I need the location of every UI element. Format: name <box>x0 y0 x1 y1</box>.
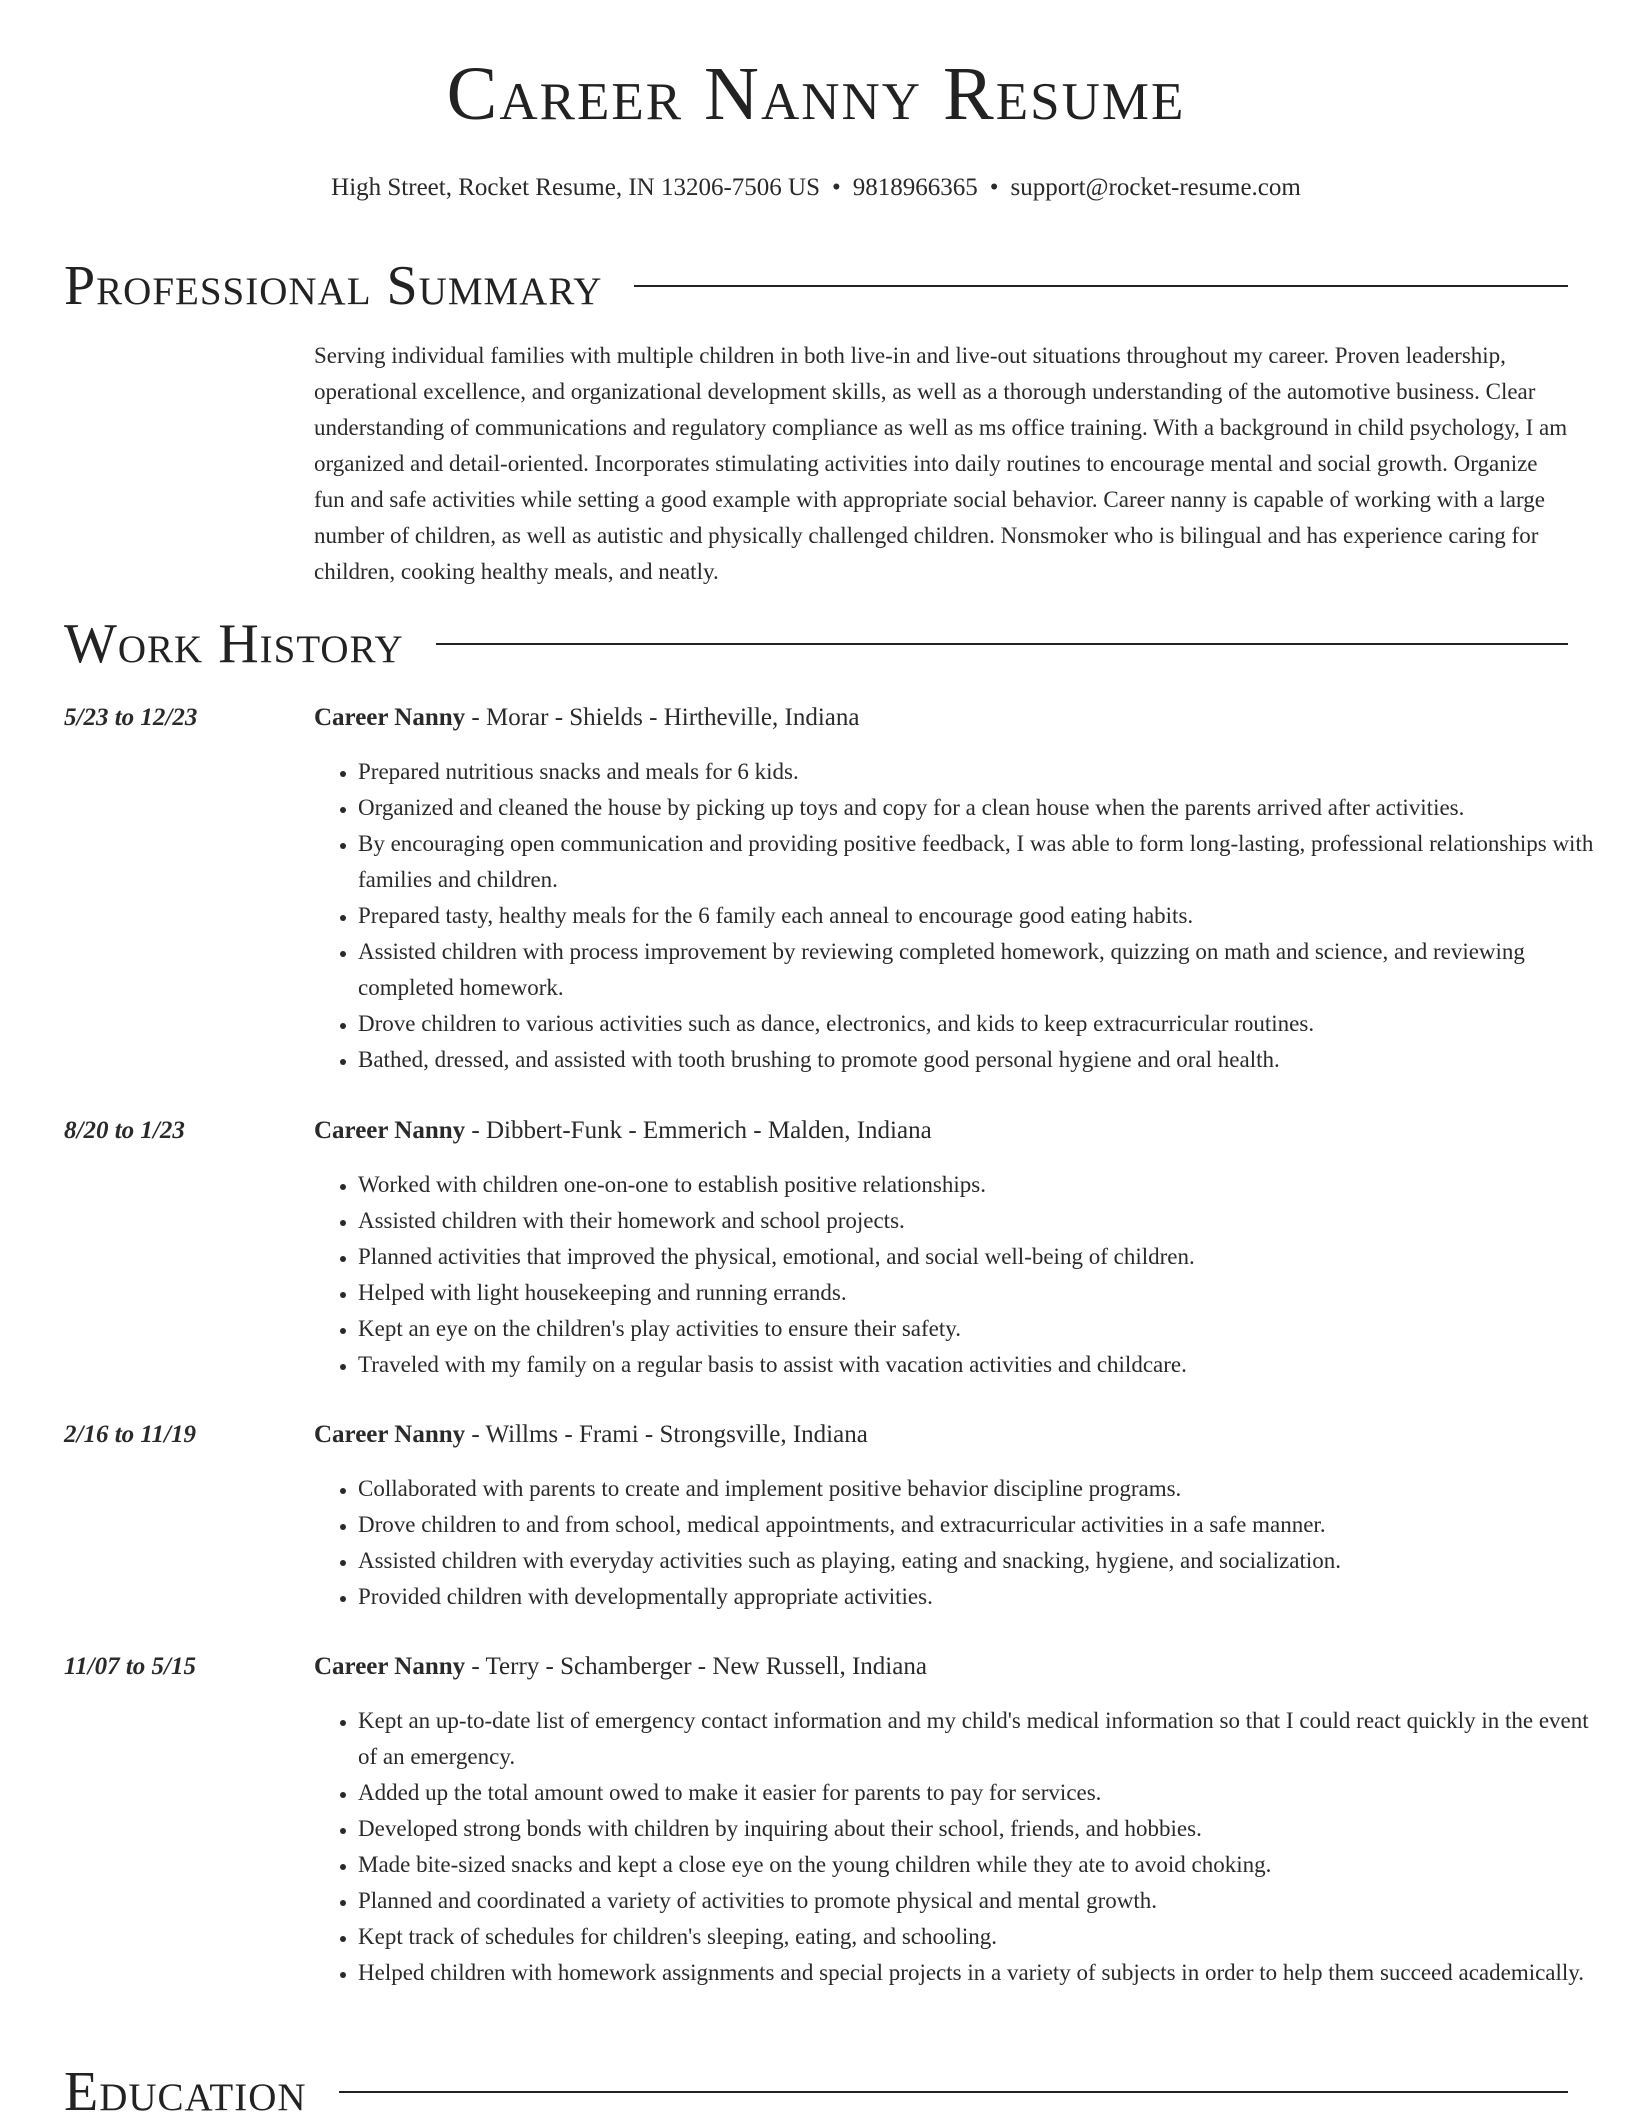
job-duty-item: • Bathed, dressed, and assisted with tooth brushing to promote good personal hygiene and oral health. <box>358 1042 1612 1078</box>
section-title-summary: Professional Summary <box>64 255 603 317</box>
job-dates: 5/23 to 12/23 <box>64 704 198 731</box>
job-duties-list <box>314 1167 1612 1383</box>
job-duty-item: • Planned activities that improved the physical, emotional, and social well-being of children. <box>358 1239 1612 1275</box>
job-role: Career Nanny <box>314 704 466 731</box>
job-dates: 11/07 to 5/15 <box>64 1653 196 1680</box>
job-duty-item: • Planned and coordinated a variety of activities to promote physical and mental growth. <box>358 1883 1612 1919</box>
job-duty-item: • Kept an up-to-date list of emergency contact information and my child's medical information so that I could react quickly in the event of an emergency. <box>358 1703 1612 1775</box>
job-duty-item: • Made bite-sized snacks and kept a close eye on the young children while they ate to avoid choking. <box>358 1847 1612 1883</box>
job-duty-item: • Organized and cleaned the house by picking up toys and copy for a clean house when the parents arrived after activities. <box>358 790 1612 826</box>
job-duty-item: • Traveled with my family on a regular basis to assist with vacation activities and childcare. <box>358 1347 1612 1383</box>
job-duty-item: • Assisted children with everyday activities such as playing, eating and snacking, hygiene, and socialization. <box>358 1543 1612 1579</box>
job-heading <box>314 1113 932 1149</box>
job-duty-item: • Kept track of schedules for children's sleeping, eating, and schooling. <box>358 1919 1612 1955</box>
contact-address: High Street, Rocket Resume, IN 13206-7506 US <box>331 174 820 201</box>
section-divider <box>634 285 1568 287</box>
job-employer-location: - Willms - Frami - Strongsville, Indiana <box>465 1421 868 1448</box>
job-duty-item: • Drove children to and from school, medical appointments, and extracurricular activities in a safe manner. <box>358 1507 1612 1543</box>
contact-separator: • <box>989 174 999 201</box>
job-heading <box>314 1649 927 1685</box>
contact-line <box>0 174 1632 202</box>
job-duty-item: • By encouraging open communication and providing positive feedback, I was able to form long-lasting, professional relationships with families and children. <box>358 826 1612 898</box>
job-duty-item: • Prepared tasty, healthy meals for the 6 family each anneal to encourage good eating habits. <box>358 898 1612 934</box>
job-duties-list <box>314 1471 1612 1615</box>
job-duty-item: • Worked with children one-on-one to establish positive relationships. <box>358 1167 1612 1203</box>
job-duty-item: • Helped with light housekeeping and running errands. <box>358 1275 1612 1311</box>
job-role: Career Nanny <box>314 1421 466 1448</box>
job-duty-item: • Provided children with developmentally appropriate activities. <box>358 1579 1612 1615</box>
section-divider <box>436 643 1568 645</box>
contact-separator: • <box>832 174 841 201</box>
professional-summary-text: Serving individual families with multiple children in both live-in and live-out situations throughout my career. Proven leadership, operational excellence, and organizational development skills, as well as a thorough understanding of the automotive business. Clear understanding of communications and regulatory compliance as well as ms office training. With a background in child psychology, I am organized and detail-oriented. Incorporates stimulating activities into daily routines to encourage mental and social growth. Organize fun and safe activities while setting a good example with appropriate social behavior. Career nanny is capable of working with a large number of children, as well as autistic and physically challenged children. Nonsmoker who is bilingual and has experience caring for children, cooking healthy meals, and neatly. <box>314 343 1568 584</box>
job-duties-list <box>314 1703 1612 1991</box>
section-header-work-history <box>64 613 1568 675</box>
job-duties-list <box>314 754 1612 1078</box>
job-heading <box>314 700 860 736</box>
job-heading <box>314 1417 868 1453</box>
section-title-work-history: Work History <box>64 613 404 675</box>
job-role: Career Nanny <box>314 1653 466 1680</box>
job-duty-item: • Kept an eye on the children's play activities to ensure their safety. <box>358 1311 1612 1347</box>
contact-email: support@rocket-resume.com <box>1010 174 1301 201</box>
job-employer-location: - Terry - Schamberger - New Russell, Indiana <box>465 1653 927 1680</box>
job-duty-item: • Assisted children with process improvement by reviewing completed homework, quizzing on math and science, and reviewing completed homework. <box>358 934 1612 1006</box>
job-duty-item: • Helped children with homework assignments and special projects in a variety of subjects in order to help them succeed academically. <box>358 1955 1612 1991</box>
job-duty-item: • Drove children to various activities such as dance, electronics, and kids to keep extracurricular routines. <box>358 1006 1612 1042</box>
job-duty-item: • Assisted children with their homework and school projects. <box>358 1203 1612 1239</box>
section-divider <box>339 2091 1568 2093</box>
job-dates: 2/16 to 11/19 <box>64 1421 196 1448</box>
section-header-summary <box>64 255 1568 317</box>
job-duty-item: • Developed strong bonds with children by inquiring about their school, friends, and hobbies. <box>358 1811 1612 1847</box>
job-employer-location: - Morar - Shields - Hirtheville, Indiana <box>465 704 860 731</box>
job-role: Career Nanny <box>314 1117 466 1144</box>
job-duty-item: • Added up the total amount owed to make it easier for parents to pay for services. <box>358 1775 1612 1811</box>
job-dates: 8/20 to 1/23 <box>64 1117 185 1144</box>
resume-title: Career Nanny Resume <box>446 52 1186 136</box>
section-title-education: Education <box>64 2061 307 2123</box>
contact-phone: 9818966365 <box>852 174 978 201</box>
job-duty-item: • Collaborated with parents to create and implement positive behavior discipline programs. <box>358 1471 1612 1507</box>
job-duty-item: • Prepared nutritious snacks and meals for 6 kids. <box>358 754 1612 790</box>
job-employer-location: - Dibbert-Funk - Emmerich - Malden, Indiana <box>465 1117 932 1144</box>
